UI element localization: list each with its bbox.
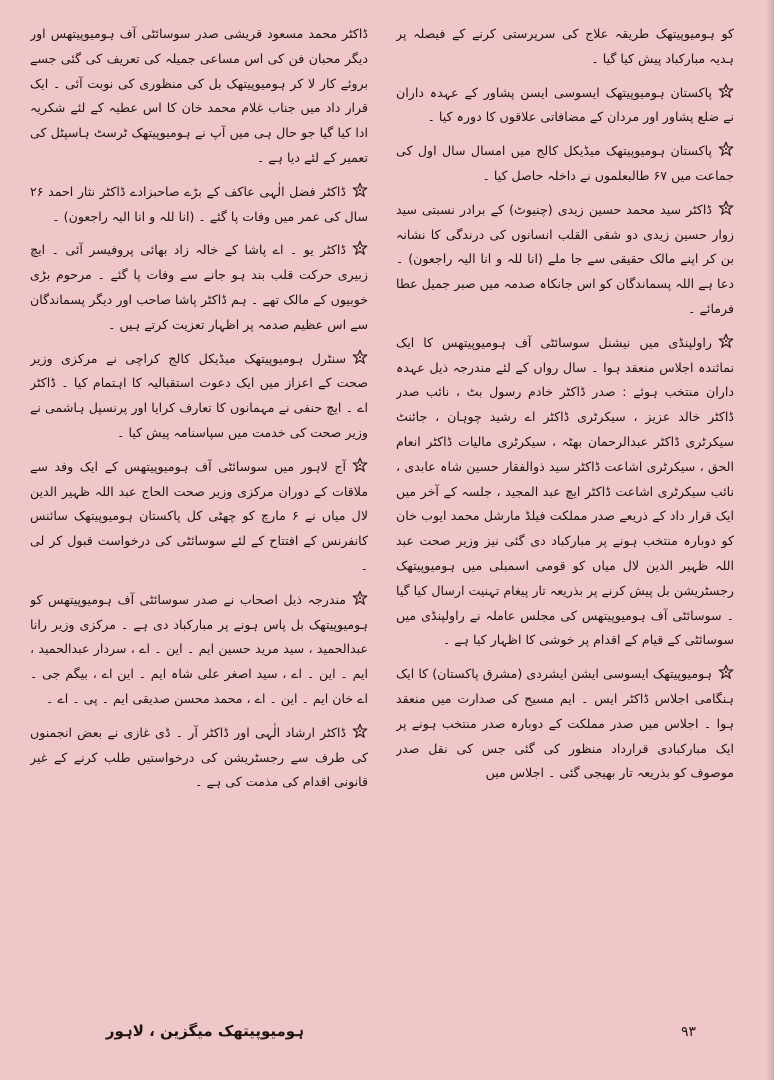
news-paragraph [30, 721, 368, 795]
news-paragraph [30, 588, 368, 712]
news-paragraph [396, 81, 734, 131]
page-footer [0, 1018, 774, 1058]
news-paragraph [396, 198, 734, 322]
paragraph-text: ڈاکٹر سید محمد حسین زیدی (چنیوٹ) کے برادر نسبتی سید زوار حسین زیدی دو شقی القلب انسانوں کی درندگی کا نشانہ بن کر اپنے مالک حقیقی سے جا ملے (انا للہ و انا الیہ راجعون) ۔ دعا ہے اللہ پسماندگان کو اس جانکاہ صدمہ میں صبر جمیل عطا فرمائے ۔ [396, 201, 734, 316]
paragraph-text: آج لاہور میں سوسائٹی آف ہومیوپیتھس کے ایک وفد سے ملاقات کے دوران مرکزی وزیر صحت الحاج عبد اللہ ظہیر الدین لال میاں نے ۶ مارچ کو چھٹی کل پاکستان ہومیوپیتھک سائنس کانفرنس کے افتتاح کے لئے سوسائٹی کی درخواست قبول کر لی ۔ [30, 458, 368, 573]
news-paragraph [396, 331, 734, 653]
star-bullet-icon [352, 457, 368, 473]
news-paragraph [396, 662, 734, 786]
page-edge-shadow [766, 0, 774, 1080]
paragraph-text: پاکستان ہومیوپیتھک میڈیکل کالج میں امسال سال اول کی جماعت میں ۶۷ طالبعلموں نے داخلہ حاصل کیا ۔ [396, 143, 734, 183]
news-paragraph [30, 22, 368, 171]
star-bullet-icon [718, 333, 734, 349]
news-paragraph [30, 180, 368, 230]
star-bullet-icon [352, 349, 368, 365]
star-bullet-icon [352, 723, 368, 739]
news-paragraph [30, 455, 368, 579]
paragraph-text: ڈاکٹر فضل الٰہی عاکف کے بڑے صاحبزادے ڈاکٹر نثار احمد ۲۶ سال کی عمر میں وفات پا گئے ۔ (انا للہ و انا الیہ راجعون) ۔ [30, 183, 368, 224]
paragraph-text: سنٹرل ہومیوپیتھک میڈیکل کالج کراچی نے مرکزی وزیر صحت کے اعزاز میں ایک دعوت استقبالیہ کا اہتمام کیا ۔ ڈاکٹر اے ۔ ایچ حنفی نے مہمانوں کا تعارف کرایا اور پرنسپل ہاشمی نے وزیر صحت کی خدمت میں سپاسنامہ پیش کیا ۔ [30, 350, 368, 440]
star-bullet-icon [352, 182, 368, 198]
news-paragraph [396, 139, 734, 189]
news-paragraph [30, 347, 368, 446]
star-bullet-icon [352, 590, 368, 606]
star-bullet-icon [718, 200, 734, 216]
paragraph-text: کو ہومیوپیتھک طریقہ علاج کی سرپرستی کرنے کے فیصلہ پر ہدیہ مبارکباد پیش کیا گیا ۔ [396, 26, 734, 66]
paragraph-text: مندرجہ ذیل اصحاب نے صدر سوسائٹی آف ہومیوپیتھس کو ہومیوپیتھک بل پاس ہونے پر مبارکباد دی ہے ۔ مرکزی وزیر رانا عبدالحمید ، سید مرید حسین ایم ۔ این ۔ اے ، سردار عبدالحمید ، ایم ۔ این ۔ اے ، سید اصغر علی شاہ ایم ۔ این اے ، بیگم جی ۔ اے خان ایم ۔ این ۔ اے ، محمد محسن صدیقی ایم ۔ پی ۔ اے ۔ [30, 591, 368, 706]
paragraph-text: ڈاکٹر یو ۔ اے پاشا کے خالہ زاد بھائی پروفیسر آئی ۔ ایچ زبیری حرکت قلب بند ہو جانے سے وفات پا گئے ۔ مرحوم بڑی خوبیوں کے مالک تھے ۔ ہم ڈاکٹر پاشا صاحب اور دیگر پسماندگان سے اس عظیم صدمہ پر اظہار تعزیت کرتے ہیں ۔ [30, 242, 368, 332]
star-bullet-icon [718, 83, 734, 99]
left-column [30, 22, 368, 1018]
news-paragraph [396, 22, 734, 72]
paragraph-text: ہومیوپیتھک ایسوسی ایشن ایشردی (مشرق پاکستان) کا ایک ہنگامی اجلاس ڈاکٹر ایس ۔ ایم مسیح کی صدارت میں منعقد ہوا ۔ اجلاس میں صدر مملکت کے دوبارہ صدر منتخب ہونے پر ایک مبارکبادی قرارداد منظور کی گئی جس کی نقل صدر موصوف کو بذریعہ تار بھیجی گئی ۔ اجلاس میں [396, 666, 734, 781]
star-bullet-icon [718, 664, 734, 680]
star-bullet-icon [352, 240, 368, 256]
paragraph-text: راولپنڈی میں نیشنل سوسائٹی آف ہومیوپیتھس کا ایک نمائندہ اجلاس منعقد ہوا ۔ سال رواں کے لئے مندرجہ ذیل عہدہ داران منتخب ہوئے : صدر ڈاکٹر خادم رسول بٹ ، نائب صدر ڈاکٹر خالد عزیز ، سیکرٹری ڈاکٹر اے رشید چوہان ، جائنٹ سیکرٹری ڈاکٹر عبدالرحمان بھٹہ ، سیکرٹری مالیات ڈاکٹر انعام الحق ، سیکرٹری اشاعت ڈاکٹر سید ذوالفقار حسین شاہ عابدی ، نائب سیکرٹری اشاعت ڈاکٹر ایچ عبد المجید ، جلسہ کے آخر میں ایک قرار داد کے ذریعے صدر مملکت فیلڈ مارشل محمد ایوب خان کو دوبارہ منتخب ہونے پر مبارکباد دی گئی نیز وزیر صحت عبد اللہ ظہیر الدین لال میاں کو قومی اسمبلی میں ہومیوپیتھک رجسٹریشن بل پیش کرنے پر بذریعہ تار پیغام تہنیت ارسال کیا گیا ۔ سوسائٹی آف ہومیوپیتھس کی مجلس عاملہ نے راولپنڈی میں سوسائٹی کے قیام کے اقدام پر خوشی کا اظہار کیا ہے ۔ [396, 334, 734, 648]
paragraph-text: ڈاکٹر محمد مسعود قریشی صدر سوسائٹی آف ہومیوپیتھس اور دیگر محبان فن کی اس مساعی جمیلہ کی تعریف کی گئی جسے بروئے کار لا کر ہومیوپیتھک بل کی منظوری کی نوبت آئی ۔ ایک قرار داد میں جناب غلام محمد خان کا اس عطیہ کے لئے شکریہ ادا کیا گیا جو حال ہی میں آپ نے ہومیوپیتھک ٹرسٹ ہاسپٹل کی تعمیر کے لئے دیا ہے ۔ [30, 26, 368, 165]
page-number: ۹۳ [680, 1024, 696, 1040]
right-column [396, 22, 734, 1018]
paragraph-text: پاکستان ہومیوپیتھک ایسوسی ایسن پشاور کے عہدہ داران نے ضلع پشاور اور مردان کے مضافاتی علاقوں کا دورہ کیا ۔ [396, 84, 734, 125]
paragraph-text: ڈاکٹر ارشاد الٰہی اور ڈاکٹر آر ۔ ڈی غازی نے بعض انجمنوں کی طرف سے رجسٹریشن کی درخواستیں طلب کرنے کے غیر قانونی اقدام کی مذمت کی ہے ۔ [30, 724, 368, 790]
news-paragraph [30, 238, 368, 337]
star-bullet-icon [718, 141, 734, 157]
magazine-title: ہومیوپیتھک میگزین ، لاہور [105, 1022, 304, 1040]
